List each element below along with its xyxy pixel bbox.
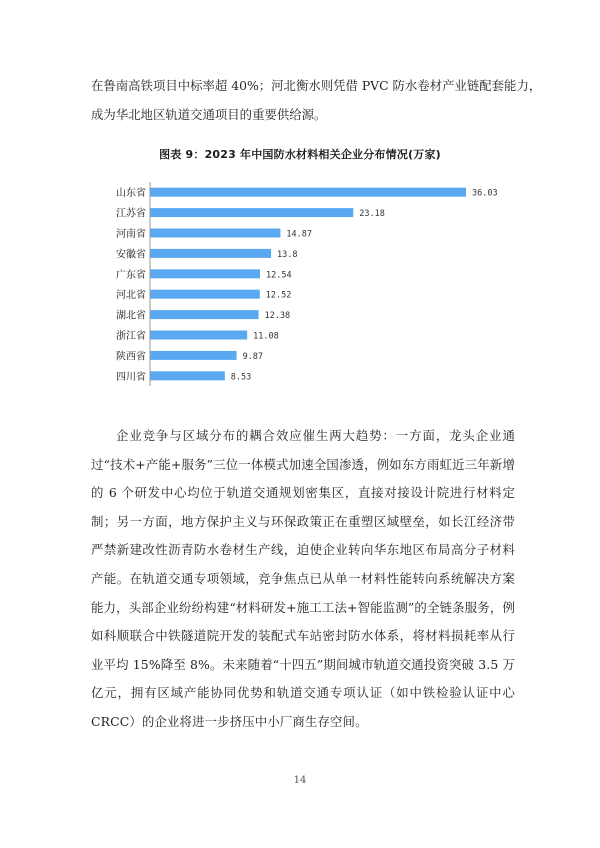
intro-line-1: 在鲁南高铁项目中标率超 40%；河北衡水则凭借 PVC 防水卷材产业链配套能力， — [91, 78, 542, 93]
bar — [150, 310, 259, 319]
bar — [150, 188, 466, 197]
bar — [150, 371, 225, 380]
category-label: 江苏省 — [116, 208, 146, 220]
category-label: 浙江省 — [116, 331, 146, 342]
category-label: 四川省 — [116, 371, 146, 383]
value-label: 12.52 — [265, 290, 292, 301]
value-label: 9.87 — [242, 351, 264, 362]
bar — [150, 351, 237, 360]
value-label: 14.87 — [286, 229, 313, 240]
value-label: 11.08 — [253, 331, 279, 342]
category-label: 山东省 — [116, 188, 146, 200]
category-label: 安徽省 — [116, 249, 146, 261]
bar — [150, 269, 260, 278]
value-label: 12.38 — [264, 311, 291, 322]
category-label: 河北省 — [116, 290, 146, 302]
category-label: 广东省 — [116, 269, 146, 281]
intro-paragraph — [91, 72, 542, 129]
value-label: 13.8 — [277, 249, 298, 260]
value-label: 8.53 — [230, 372, 252, 383]
bar — [150, 290, 260, 299]
category-label: 湖北省 — [116, 310, 146, 322]
bar — [150, 249, 271, 258]
value-label: 23.18 — [359, 209, 385, 220]
bar — [150, 331, 247, 340]
value-label: 12.54 — [265, 270, 292, 281]
value-label: 36.03 — [472, 188, 498, 199]
intro-line-2: 成为华北地区轨道交通项目的重要供给源。 — [91, 106, 327, 122]
bar — [150, 229, 280, 238]
body-paragraph: 企业竞争与区域分布的耦合效应催生两大趋势：一方面，龙头企业通过“技术+产能+服务”三位一体模式加速全国渗透，例如东方雨虹近三年新增的 6 个研发中心均位于轨道交通规划密集区，直接对接设计院进行材料定制；另一方面，地方保护主义与环保政策正在重塑区域壁垒，如长江经济带严禁新建改性沥青防水卷材生产线，迫使企业转向华东地区布局高分子材料产能。在轨道交通专项领域，竞争焦点已从单一材料性能转向系统解决方案能力，头部企业纷纷构建“材料研发+施工工法+智能监测”的全链条服务，例如科顺联合中铁隧道院开发的装配式车站密封防水体系，将材料损耗率从行业平均 15%降至 8%。未来随着“十四五”期间城市轨道交通投资突破 3.5 万亿元，拥有区域产能协同优势和轨道交通专项认证（如中铁检验认证中心 CRCC）的企业将进一步挤压中小厂商生存空间。 — [91, 428, 515, 729]
category-label: 河南省 — [116, 229, 146, 240]
page-number: 14 — [293, 775, 307, 786]
category-label: 陕西省 — [116, 351, 146, 363]
bar — [150, 208, 353, 217]
chart-title: 图表 9：2023 年中国防水材料相关企业分布情况(万家) — [159, 148, 441, 161]
bar-chart — [100, 178, 520, 388]
